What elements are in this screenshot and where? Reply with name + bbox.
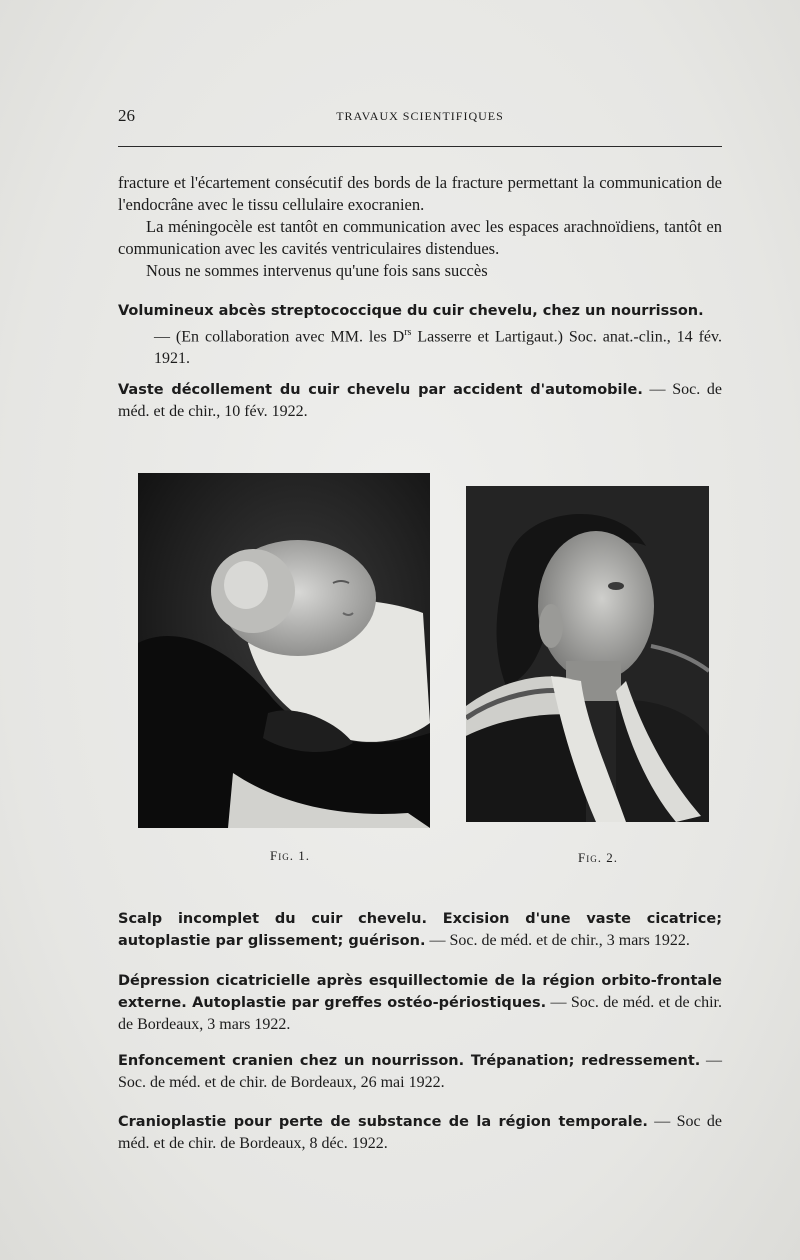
bibliography-entry [118, 379, 722, 423]
header-rule [118, 146, 722, 147]
entry-detail: — Soc. de méd. et de chir., 3 mars 1922. [425, 932, 690, 949]
figure-1-caption: Fig. 1. [270, 848, 310, 863]
entry-title: Volumineux abcès streptococcique du cuir chevelu, chez un nourrisson. [118, 303, 704, 319]
entry-detail: — (En collaboration avec MM. les $D^{rs}$ Lasserre et Lartigaut.) Soc. anat.-clin., 14 fév. 1921. [154, 327, 722, 368]
entry-title: Scalp incomplet du cuir chevelu. Excision d'une vaste cicatrice; autoplastie par glissement; guérison. [118, 911, 722, 949]
running-title: TRAVAUX SCIENTIFIQUES [336, 109, 504, 123]
entry-detail: — Soc. de méd. et de chir. de Bordeaux, 3 mars 1922. [118, 994, 722, 1033]
entry-title: Dépression cicatricielle après esquillectomie de la région orbito-frontale externe. Autoplastie par greffes ostéo-périostiques. [118, 973, 722, 1011]
bibliography-entry [118, 1111, 722, 1155]
page-number: 26 [118, 106, 135, 125]
entry-title: Enfoncement cranien chez un nourrisson. Trépanation; redressement. [118, 1053, 701, 1069]
entry-detail: — Soc. de méd. et de chir., 10 fév. 1922. [118, 381, 722, 420]
figure-1-photo [138, 473, 430, 828]
entry-title: Vaste décollement du cuir chevelu par accident d'automobile. [118, 382, 643, 398]
bibliography-entry [118, 1050, 722, 1094]
page-header [118, 106, 722, 128]
body-text [118, 172, 722, 282]
bibliography-entry [118, 908, 722, 952]
paragraph: La méningocèle est tantôt en communication avec les espaces arachnoïdiens, tantôt en communication avec les cavités ventriculaires distendues. [118, 217, 722, 258]
paragraph: fracture et l'écartement consécutif des bords de la fracture permettant la communication de l'endocrâne avec le tissu cellulaire exocranien. [118, 173, 722, 214]
entry-detail: — Soc de méd. et de chir. de Bordeaux, 8 déc. 1922. [118, 1113, 723, 1152]
bibliography-entry [118, 300, 722, 370]
figure-2-photo [466, 486, 709, 822]
paragraph: Nous ne sommes intervenus qu'une fois sans succès [146, 261, 488, 280]
figure-2-caption: Fig. 2. [578, 850, 618, 865]
bibliography-entry [118, 970, 722, 1036]
entry-detail: — Soc. de méd. et de chir. de Bordeaux, 26 mai 1922. [118, 1052, 722, 1091]
entry-title: Cranioplastie pour perte de substance de la région temporale. [118, 1114, 648, 1130]
